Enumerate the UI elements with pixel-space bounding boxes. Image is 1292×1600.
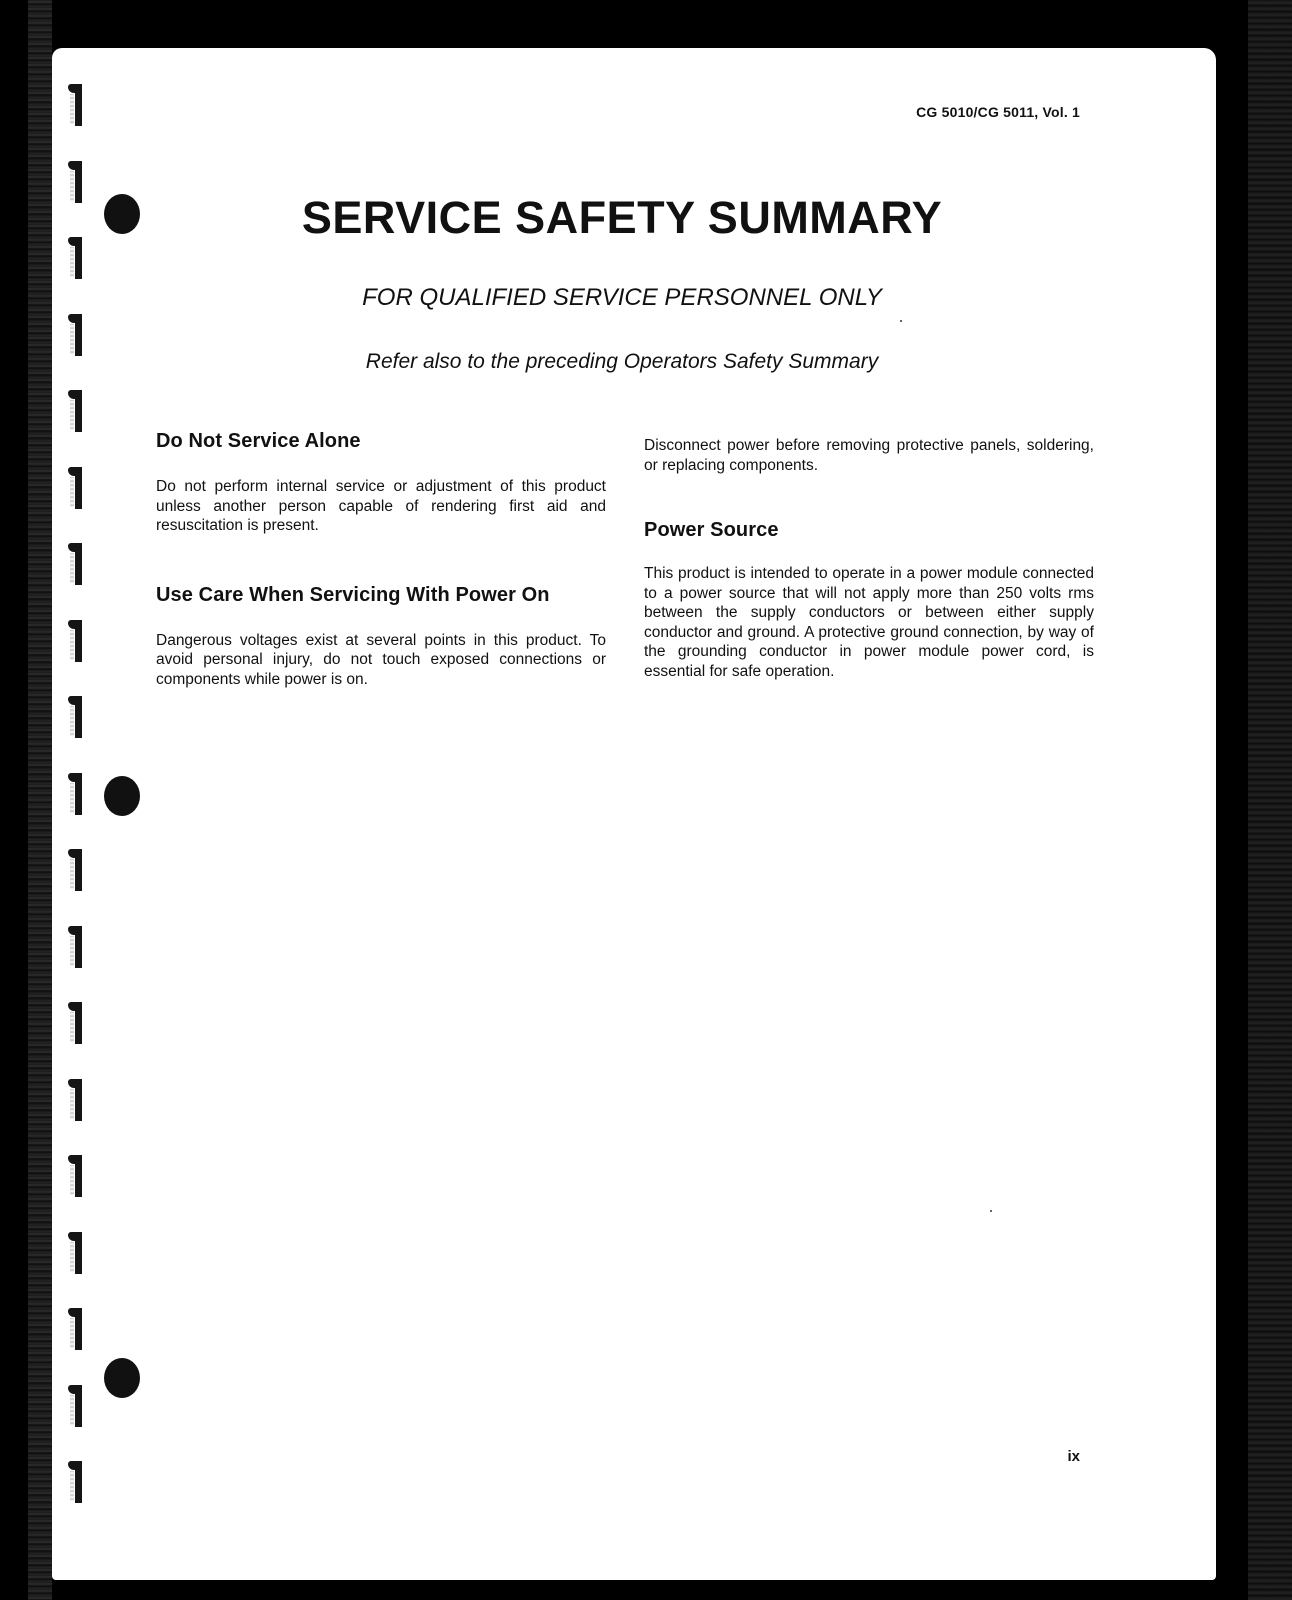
binding-mark bbox=[68, 467, 82, 509]
binding-mark bbox=[68, 1385, 82, 1427]
binding-mark bbox=[68, 1002, 82, 1044]
document-page bbox=[52, 48, 1216, 1580]
right-column bbox=[644, 436, 1094, 681]
section-power-source bbox=[644, 519, 1094, 681]
binding-mark bbox=[68, 84, 82, 126]
section-heading: Power Source bbox=[644, 519, 779, 541]
binding-mark bbox=[68, 773, 82, 815]
scan-speck bbox=[900, 320, 902, 322]
punch-hole-bottom bbox=[104, 1358, 140, 1398]
binding-mark bbox=[68, 1155, 82, 1197]
section-body: Do not perform internal service or adjustment of this product unless another person capable of rendering first aid and resuscitation is present. bbox=[156, 478, 606, 534]
binding-mark bbox=[68, 926, 82, 968]
page-number: ix bbox=[1067, 1448, 1080, 1465]
binding-mark bbox=[68, 1461, 82, 1503]
binding-mark bbox=[68, 620, 82, 662]
binding-mark bbox=[68, 543, 82, 585]
binding-mark bbox=[68, 1232, 82, 1274]
binding-mark bbox=[68, 390, 82, 432]
page-title: SERVICE SAFETY SUMMARY bbox=[301, 192, 943, 243]
scan-right-edge bbox=[1248, 0, 1292, 1600]
section-disconnect-power bbox=[644, 436, 1094, 475]
page-subtitle: FOR QUALIFIED SERVICE PERSONNEL ONLY bbox=[362, 284, 882, 311]
binding-mark bbox=[68, 849, 82, 891]
punch-hole-middle bbox=[104, 776, 140, 816]
binding-mark bbox=[68, 1079, 82, 1121]
section-use-care-power-on bbox=[156, 584, 606, 690]
section-body: This product is intended to operate in a power module connected to a power source that will not apply more than 250 volts rms between the supply conductors or between either supply conductor and ground. A protective ground connection, by way of the grounding conductor in power module power cord, is essential for safe operation. bbox=[644, 565, 1094, 680]
section-body: Disconnect power before removing protective panels, soldering, or replacing components. bbox=[644, 437, 1094, 474]
scan-speck bbox=[990, 1210, 992, 1212]
document-id: CG 5010/CG 5011, Vol. 1 bbox=[916, 104, 1080, 120]
binding-mark bbox=[68, 1308, 82, 1350]
page-note: Refer also to the preceding Operators Safety Summary bbox=[365, 350, 879, 373]
section-heading: Use Care When Servicing With Power On bbox=[156, 583, 550, 606]
section-heading: Do Not Service Alone bbox=[156, 430, 361, 452]
scan-binding-edge bbox=[28, 0, 52, 1600]
section-do-not-service-alone bbox=[156, 430, 606, 536]
binding-mark bbox=[68, 696, 82, 738]
left-column bbox=[156, 430, 606, 689]
section-body: Dangerous voltages exist at several points in this product. To avoid personal injury, do not touch exposed connections or components while power is on. bbox=[156, 631, 606, 688]
